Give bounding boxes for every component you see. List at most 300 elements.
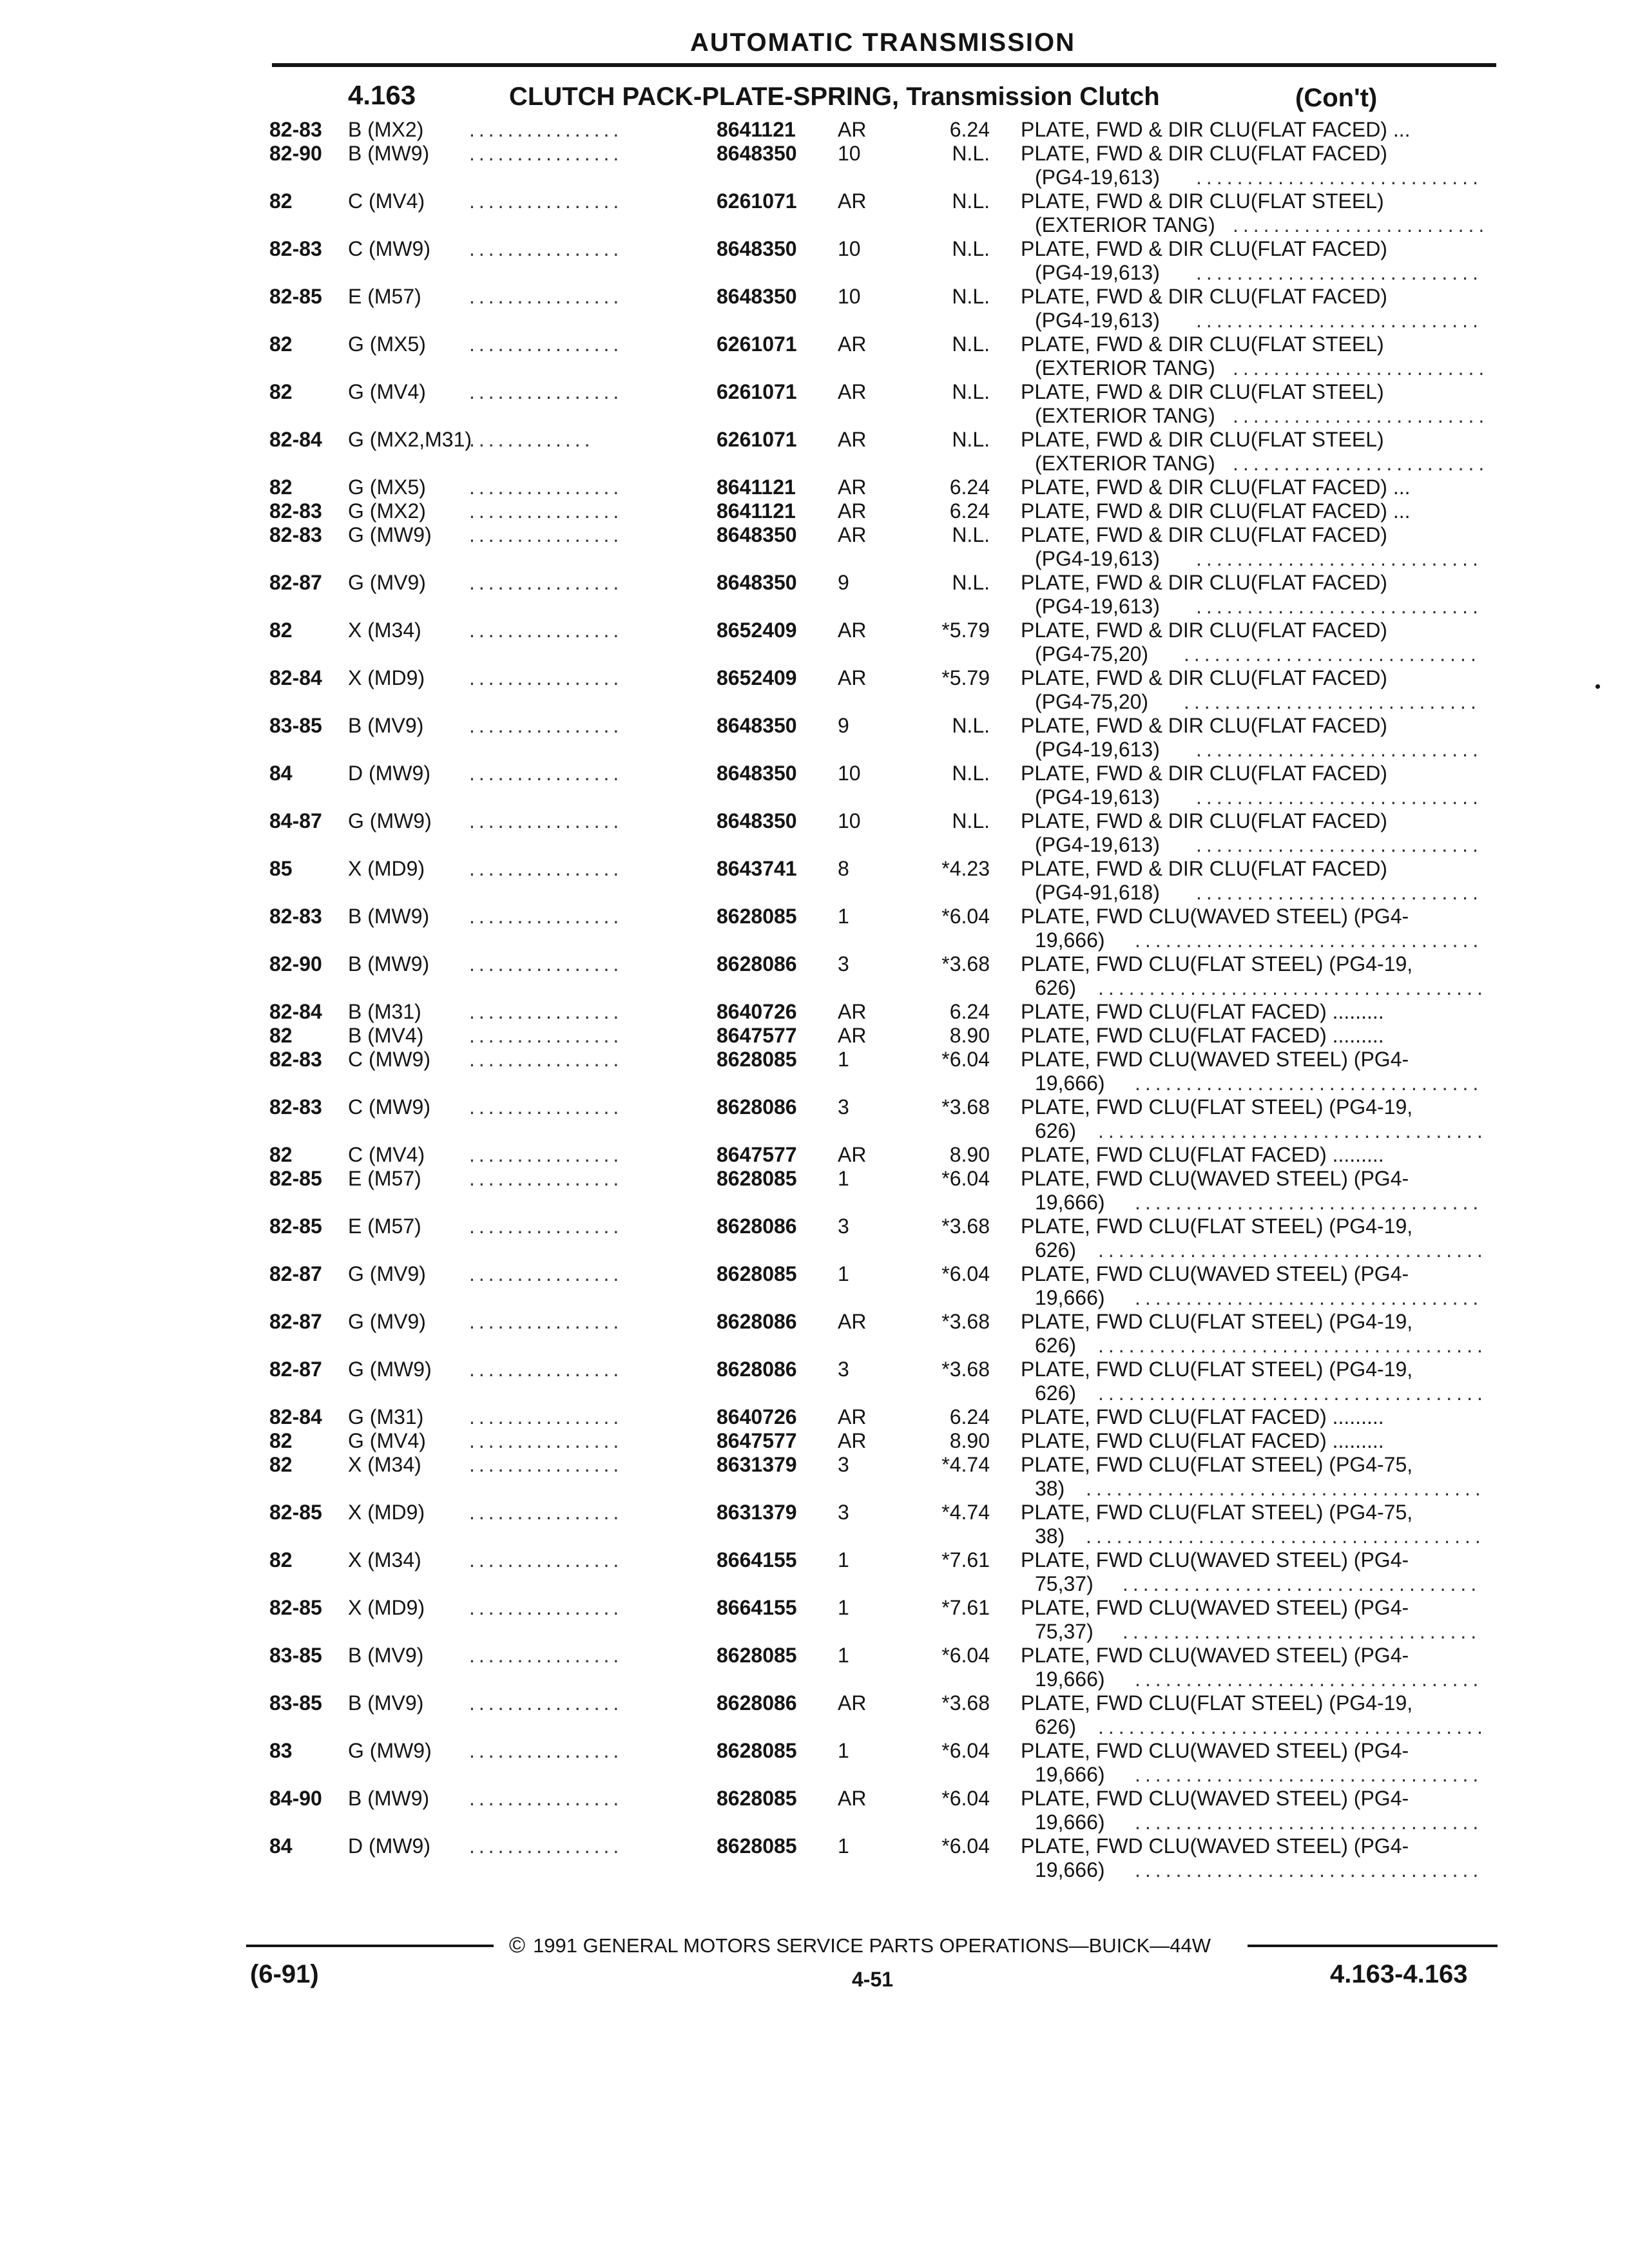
row-description: PLATE, FWD & DIR CLU(FLAT FACED): [1021, 762, 1387, 785]
row-year: 82-83: [269, 118, 322, 141]
row-description: PLATE, FWD CLU(FLAT FACED) .........: [1021, 1429, 1384, 1452]
row-year: 82: [269, 1453, 293, 1476]
dot-leader: ............................: [1196, 166, 1483, 189]
row-description: PLATE, FWD CLU(FLAT STEEL) (PG4-19,: [1021, 1358, 1413, 1381]
row-price: *6.04: [941, 1644, 990, 1667]
row-model: B (MV9): [348, 1691, 424, 1715]
row-price: N.L.: [952, 428, 990, 451]
row-price: N.L.: [952, 523, 990, 546]
row-part-number: 8652409: [717, 619, 797, 642]
dot-leader: ..................................: [1135, 1072, 1483, 1095]
row-description-continued: (PG4-91,618): [1035, 881, 1160, 904]
row-description-continued: 19,666): [1035, 1667, 1105, 1691]
row-quantity: AR: [838, 189, 867, 213]
row-part-number: 8648350: [717, 237, 797, 260]
row-description-continued: 38): [1035, 1524, 1065, 1548]
row-part-number: 8648350: [717, 714, 797, 737]
row-model: G (MV9): [348, 1262, 426, 1285]
row-part-number: 8647577: [717, 1024, 797, 1047]
footer-copyright: [509, 1933, 1211, 1958]
row-quantity: AR: [838, 1429, 867, 1452]
row-description: PLATE, FWD & DIR CLU(FLAT FACED): [1021, 714, 1387, 737]
row-description-continued: 75,37): [1035, 1620, 1094, 1643]
dot-leader: ................: [469, 189, 623, 213]
row-part-number: 8628086: [717, 952, 797, 975]
dot-leader: .........................: [1233, 452, 1489, 475]
dot-leader: ............................: [1196, 738, 1483, 761]
row-year: 82: [269, 1143, 293, 1166]
row-model: G (MW9): [348, 1739, 432, 1762]
row-part-number: 8628086: [717, 1215, 797, 1238]
row-year: 84-87: [269, 809, 322, 832]
row-model: C (MW9): [348, 1048, 430, 1071]
row-model: B (MV9): [348, 1644, 424, 1667]
row-price: *3.68: [941, 1095, 990, 1119]
row-model: G (MW9): [348, 809, 432, 832]
row-model: B (MW9): [348, 142, 430, 165]
row-year: 82: [269, 1429, 293, 1452]
row-quantity: 3: [838, 1358, 849, 1381]
row-part-number: 8664155: [717, 1596, 797, 1619]
row-model: G (MV4): [348, 380, 426, 403]
row-quantity: AR: [838, 118, 867, 141]
row-year: 82: [269, 476, 293, 499]
row-description: PLATE, FWD CLU(WAVED STEEL) (PG4-: [1021, 1644, 1409, 1667]
row-description-continued: 626): [1035, 1119, 1077, 1142]
row-description-continued: 38): [1035, 1477, 1065, 1500]
row-year: 82-83: [269, 1095, 322, 1119]
row-part-number: 8628086: [717, 1358, 797, 1381]
row-year: 82: [269, 619, 293, 642]
row-price: *3.68: [941, 952, 990, 975]
row-part-number: 8647577: [717, 1143, 797, 1166]
row-part-number: 8643741: [717, 857, 797, 880]
row-model: E (M57): [348, 1215, 421, 1238]
row-quantity: 1: [838, 1834, 849, 1858]
row-price: *6.04: [941, 1048, 990, 1071]
row-model: G (MW9): [348, 1358, 432, 1381]
row-description: PLATE, FWD CLU(FLAT STEEL) (PG4-19,: [1021, 952, 1413, 975]
row-quantity: 9: [838, 714, 849, 737]
dot-leader: .............................: [1184, 642, 1481, 666]
row-year: 82-87: [269, 571, 322, 594]
row-model: B (MW9): [348, 1787, 430, 1810]
row-year: 82: [269, 380, 293, 403]
row-price: 8.90: [949, 1143, 990, 1166]
row-model: G (MV4): [348, 1429, 426, 1452]
row-description-continued: 19,666): [1035, 928, 1105, 952]
row-model: X (M34): [348, 619, 421, 642]
row-description-continued: (PG4-19,613): [1035, 261, 1160, 284]
dot-leader: ..................................: [1135, 1763, 1483, 1786]
row-price: 8.90: [949, 1024, 990, 1047]
scan-speck: [1595, 684, 1600, 689]
row-year: 82-83: [269, 523, 322, 546]
row-part-number: 8664155: [717, 1548, 797, 1571]
row-description: PLATE, FWD CLU(WAVED STEEL) (PG4-: [1021, 905, 1409, 928]
row-price: *3.68: [941, 1215, 990, 1238]
row-part-number: 8628085: [717, 1834, 797, 1858]
page-header-title: AUTOMATIC TRANSMISSION: [689, 28, 1076, 57]
dot-leader: ......................................: [1098, 1334, 1487, 1357]
row-model: C (MW9): [348, 237, 430, 260]
row-quantity: 10: [838, 237, 861, 260]
row-part-number: 8628086: [717, 1691, 797, 1715]
dot-leader: ......................................: [1098, 1119, 1487, 1142]
section-title: CLUTCH PACK-PLATE-SPRING, Transmission Clutch: [509, 82, 1160, 111]
row-description-continued: 626): [1035, 1238, 1077, 1262]
row-description: PLATE, FWD CLU(WAVED STEEL) (PG4-: [1021, 1596, 1409, 1619]
dot-leader: ......................................: [1098, 1381, 1487, 1405]
footer-rule-left: [246, 1945, 494, 1947]
row-year: 82-85: [269, 1215, 322, 1238]
row-description: PLATE, FWD & DIR CLU(FLAT FACED) ...: [1021, 476, 1411, 499]
dot-leader: ..................................: [1135, 1811, 1483, 1834]
row-year: 83-85: [269, 1691, 322, 1715]
dot-leader: ............................: [1196, 261, 1483, 284]
row-description: PLATE, FWD CLU(FLAT STEEL) (PG4-75,: [1021, 1453, 1413, 1476]
row-quantity: 3: [838, 1501, 849, 1524]
row-year: 83-85: [269, 1644, 322, 1667]
row-quantity: AR: [838, 499, 867, 523]
row-description: PLATE, FWD & DIR CLU(FLAT FACED): [1021, 237, 1387, 260]
row-description: PLATE, FWD CLU(FLAT FACED) .........: [1021, 1405, 1384, 1428]
row-year: 82-84: [269, 666, 322, 689]
row-quantity: 10: [838, 285, 861, 308]
row-part-number: 8628085: [717, 1262, 797, 1285]
row-year: 82-87: [269, 1310, 322, 1333]
row-quantity: 8: [838, 857, 849, 880]
row-description: PLATE, FWD & DIR CLU(FLAT FACED): [1021, 857, 1387, 880]
row-description: PLATE, FWD CLU(FLAT FACED) .........: [1021, 1143, 1384, 1166]
row-price: N.L.: [952, 332, 990, 356]
row-year: 82: [269, 1548, 293, 1571]
row-quantity: 1: [838, 1644, 849, 1667]
row-model: B (MW9): [348, 952, 430, 975]
row-quantity: 1: [838, 905, 849, 928]
row-price: N.L.: [952, 189, 990, 213]
row-price: N.L.: [952, 762, 990, 785]
row-model: C (MV4): [348, 189, 425, 213]
row-quantity: 1: [838, 1048, 849, 1071]
dot-leader: ................: [469, 952, 623, 975]
row-price: N.L.: [952, 809, 990, 832]
row-description: PLATE, FWD CLU(WAVED STEEL) (PG4-: [1021, 1167, 1409, 1190]
row-quantity: 1: [838, 1167, 849, 1190]
row-part-number: 8641121: [717, 118, 796, 141]
row-quantity: 10: [838, 142, 861, 165]
row-part-number: 6261071: [717, 428, 797, 451]
row-description: PLATE, FWD CLU(FLAT FACED) .........: [1021, 1024, 1384, 1047]
row-part-number: 8628085: [717, 1167, 797, 1190]
row-year: 82-85: [269, 1167, 322, 1190]
row-description: PLATE, FWD CLU(WAVED STEEL) (PG4-: [1021, 1787, 1409, 1810]
row-price: *6.04: [941, 1739, 990, 1762]
row-description-continued: 75,37): [1035, 1572, 1094, 1595]
dot-leader: ............................: [1196, 833, 1483, 856]
row-description-continued: 626): [1035, 976, 1077, 999]
row-year: 84: [269, 1834, 293, 1858]
row-quantity: 1: [838, 1548, 849, 1571]
dot-leader: ................: [469, 1644, 623, 1667]
row-quantity: 3: [838, 1453, 849, 1476]
row-description: PLATE, FWD CLU(FLAT STEEL) (PG4-19,: [1021, 1691, 1413, 1715]
row-year: 84: [269, 762, 293, 785]
row-description: PLATE, FWD & DIR CLU(FLAT STEEL): [1021, 189, 1384, 213]
row-price: *4.23: [941, 857, 990, 880]
row-description-continued: 19,666): [1035, 1763, 1105, 1786]
dot-leader: .......................................: [1086, 1477, 1485, 1500]
row-price: *5.79: [941, 619, 990, 642]
row-part-number: 8641121: [717, 476, 796, 499]
row-description-continued: 626): [1035, 1334, 1077, 1357]
dot-leader: ................: [469, 1501, 623, 1524]
row-year: 82-84: [269, 1405, 322, 1428]
row-year: 82-85: [269, 285, 322, 308]
row-part-number: 8628085: [717, 1048, 797, 1071]
section-number: 4.163: [348, 80, 416, 110]
row-year: 82: [269, 332, 293, 356]
row-description: PLATE, FWD CLU(WAVED STEEL) (PG4-: [1021, 1739, 1409, 1762]
row-description: PLATE, FWD & DIR CLU(FLAT FACED) ...: [1021, 499, 1411, 523]
row-year: 82-85: [269, 1596, 322, 1619]
dot-leader: ................: [469, 285, 623, 308]
dot-leader: .......................................: [1086, 1524, 1485, 1548]
row-quantity: AR: [838, 476, 867, 499]
row-year: 82: [269, 1024, 293, 1047]
dot-leader: ......................................: [1098, 1715, 1487, 1738]
dot-leader: ................: [469, 237, 623, 260]
row-part-number: 8628085: [717, 1787, 797, 1810]
dot-leader: ................: [469, 1143, 623, 1166]
row-description: PLATE, FWD & DIR CLU(FLAT FACED): [1021, 619, 1387, 642]
dot-leader: ................: [469, 1358, 623, 1381]
row-description-continued: (PG4-19,613): [1035, 547, 1160, 570]
row-quantity: AR: [838, 1143, 867, 1166]
dot-leader: ................: [469, 1453, 623, 1476]
row-price: N.L.: [952, 237, 990, 260]
row-model: D (MW9): [348, 1834, 430, 1858]
dot-leader: ................: [469, 571, 623, 594]
row-part-number: 8628086: [717, 1310, 797, 1333]
row-year: 82-83: [269, 499, 322, 523]
row-part-number: 8631379: [717, 1453, 797, 1476]
dot-leader: .........................: [1233, 404, 1489, 427]
dot-leader: ................: [469, 1405, 623, 1428]
row-description-continued: (EXTERIOR TANG): [1035, 452, 1215, 475]
row-year: 83: [269, 1739, 293, 1762]
row-part-number: 8640726: [717, 1000, 797, 1023]
row-part-number: 8647577: [717, 1429, 797, 1452]
row-description: PLATE, FWD & DIR CLU(FLAT FACED): [1021, 666, 1387, 689]
dot-leader: .............: [469, 428, 594, 451]
row-part-number: 8628085: [717, 905, 797, 928]
row-model: E (M57): [348, 1167, 421, 1190]
row-description: PLATE, FWD & DIR CLU(FLAT FACED): [1021, 809, 1387, 832]
row-quantity: AR: [838, 523, 867, 546]
row-year: 82-84: [269, 428, 322, 451]
dot-leader: ................: [469, 1167, 623, 1190]
row-year: 82-84: [269, 1000, 322, 1023]
row-description-continued: (PG4-75,20): [1035, 690, 1149, 713]
dot-leader: ................: [469, 1834, 623, 1858]
footer-rule-right: [1248, 1945, 1498, 1947]
dot-leader: ..................................: [1135, 1858, 1483, 1881]
dot-leader: ......................................: [1098, 1238, 1487, 1262]
row-part-number: 8628086: [717, 1095, 797, 1119]
row-quantity: AR: [838, 332, 867, 356]
dot-leader: ................: [469, 118, 623, 141]
row-model: X (M34): [348, 1548, 421, 1571]
dot-leader: ................: [469, 857, 623, 880]
row-model: C (MW9): [348, 1095, 430, 1119]
row-price: 6.24: [949, 476, 990, 499]
row-quantity: 1: [838, 1262, 849, 1285]
row-description-continued: 626): [1035, 1715, 1077, 1738]
dot-leader: ................: [469, 1310, 623, 1333]
row-model: X (MD9): [348, 1501, 425, 1524]
row-description-continued: 626): [1035, 1381, 1077, 1405]
row-price: *6.04: [941, 1787, 990, 1810]
row-description: PLATE, FWD CLU(FLAT STEEL) (PG4-19,: [1021, 1215, 1413, 1238]
row-part-number: 6261071: [717, 332, 797, 356]
row-description-continued: (EXTERIOR TANG): [1035, 213, 1215, 236]
dot-leader: ................: [469, 905, 623, 928]
row-year: 82-90: [269, 952, 322, 975]
row-price: 6.24: [949, 1000, 990, 1023]
dot-leader: ............................: [1196, 309, 1483, 332]
row-description: PLATE, FWD & DIR CLU(FLAT STEEL): [1021, 332, 1384, 356]
row-part-number: 6261071: [717, 189, 797, 213]
row-description: PLATE, FWD & DIR CLU(FLAT FACED) ...: [1021, 118, 1411, 141]
row-description: PLATE, FWD CLU(WAVED STEEL) (PG4-: [1021, 1834, 1409, 1858]
row-year: 85: [269, 857, 293, 880]
row-price: *6.04: [941, 1262, 990, 1285]
row-price: *6.04: [941, 905, 990, 928]
row-description: PLATE, FWD CLU(FLAT STEEL) (PG4-75,: [1021, 1501, 1413, 1524]
row-part-number: 8648350: [717, 523, 797, 546]
dot-leader: ..................................: [1135, 928, 1483, 952]
row-description: PLATE, FWD & DIR CLU(FLAT FACED): [1021, 523, 1387, 546]
row-year: 82-83: [269, 905, 322, 928]
row-description-continued: 19,666): [1035, 1286, 1105, 1309]
row-model: G (MX5): [348, 332, 426, 356]
dot-leader: ................: [469, 1691, 623, 1715]
dot-leader: ................: [469, 142, 623, 165]
row-description: PLATE, FWD CLU(FLAT STEEL) (PG4-19,: [1021, 1310, 1413, 1333]
dot-leader: ................: [469, 809, 623, 832]
row-price: *3.68: [941, 1358, 990, 1381]
footer-section-range: 4.163-4.163: [1330, 1960, 1468, 1988]
row-part-number: 8652409: [717, 666, 797, 689]
row-model: B (MV4): [348, 1024, 424, 1047]
row-price: 6.24: [949, 1405, 990, 1428]
row-description: PLATE, FWD & DIR CLU(FLAT STEEL): [1021, 380, 1384, 403]
row-price: *5.79: [941, 666, 990, 689]
row-description-continued: (EXTERIOR TANG): [1035, 356, 1215, 380]
row-quantity: AR: [838, 1787, 867, 1810]
dot-leader: ................: [469, 380, 623, 403]
dot-leader: ............................: [1196, 595, 1483, 618]
dot-leader: .........................: [1233, 356, 1489, 380]
row-price: N.L.: [952, 285, 990, 308]
row-description-continued: (PG4-19,613): [1035, 309, 1160, 332]
dot-leader: ................: [469, 1262, 623, 1285]
row-quantity: AR: [838, 619, 867, 642]
row-model: G (MX2,M31): [348, 428, 472, 451]
dot-leader: ............................: [1196, 547, 1483, 570]
row-quantity: AR: [838, 666, 867, 689]
dot-leader: ................: [469, 1429, 623, 1452]
row-price: 8.90: [949, 1429, 990, 1452]
row-description: PLATE, FWD & DIR CLU(FLAT FACED): [1021, 285, 1387, 308]
row-price: N.L.: [952, 142, 990, 165]
row-year: 82-85: [269, 1501, 322, 1524]
row-description: PLATE, FWD & DIR CLU(FLAT STEEL): [1021, 428, 1384, 451]
row-quantity: AR: [838, 1405, 867, 1428]
row-price: *3.68: [941, 1691, 990, 1715]
copyright-icon: ©: [509, 1933, 526, 1957]
dot-leader: ...................................: [1123, 1620, 1481, 1643]
row-year: 83-85: [269, 714, 322, 737]
row-part-number: 8628085: [717, 1739, 797, 1762]
row-model: X (MD9): [348, 857, 425, 880]
row-year: 82-83: [269, 1048, 322, 1071]
row-price: *7.61: [941, 1548, 990, 1571]
row-price: *4.74: [941, 1501, 990, 1524]
row-quantity: 1: [838, 1739, 849, 1762]
row-model: B (MW9): [348, 905, 430, 928]
row-description: PLATE, FWD CLU(WAVED STEEL) (PG4-: [1021, 1548, 1409, 1571]
dot-leader: ................: [469, 1596, 623, 1619]
dot-leader: ................: [469, 1095, 623, 1119]
row-quantity: AR: [838, 380, 867, 403]
row-model: X (M34): [348, 1453, 421, 1476]
row-quantity: 3: [838, 952, 849, 975]
row-description-continued: (PG4-19,613): [1035, 166, 1160, 189]
dot-leader: ................: [469, 619, 623, 642]
dot-leader: ..................................: [1135, 1286, 1483, 1309]
row-model: B (M31): [348, 1000, 421, 1023]
row-part-number: 8641121: [717, 499, 796, 523]
row-year: 82-87: [269, 1262, 322, 1285]
row-quantity: AR: [838, 1000, 867, 1023]
footer-page-number: 4-51: [852, 1968, 894, 1991]
row-part-number: 8648350: [717, 809, 797, 832]
row-quantity: AR: [838, 428, 867, 451]
header-rule: [272, 63, 1496, 67]
dot-leader: ................: [469, 499, 623, 523]
row-quantity: 10: [838, 762, 861, 785]
row-model: G (M31): [348, 1405, 424, 1428]
row-model: C (MV4): [348, 1143, 425, 1166]
row-description: PLATE, FWD CLU(WAVED STEEL) (PG4-: [1021, 1048, 1409, 1071]
row-model: D (MW9): [348, 762, 430, 785]
row-quantity: 1: [838, 1596, 849, 1619]
row-year: 82-87: [269, 1358, 322, 1381]
dot-leader: ................: [469, 476, 623, 499]
row-part-number: 6261071: [717, 380, 797, 403]
dot-leader: ................: [469, 1548, 623, 1571]
row-price: *7.61: [941, 1596, 990, 1619]
row-price: 6.24: [949, 118, 990, 141]
row-description: PLATE, FWD & DIR CLU(FLAT FACED): [1021, 142, 1387, 165]
row-description-continued: (PG4-75,20): [1035, 642, 1149, 666]
dot-leader: ................: [469, 1024, 623, 1047]
row-price: N.L.: [952, 714, 990, 737]
row-description-continued: (PG4-19,613): [1035, 785, 1160, 809]
row-year: 82-90: [269, 142, 322, 165]
